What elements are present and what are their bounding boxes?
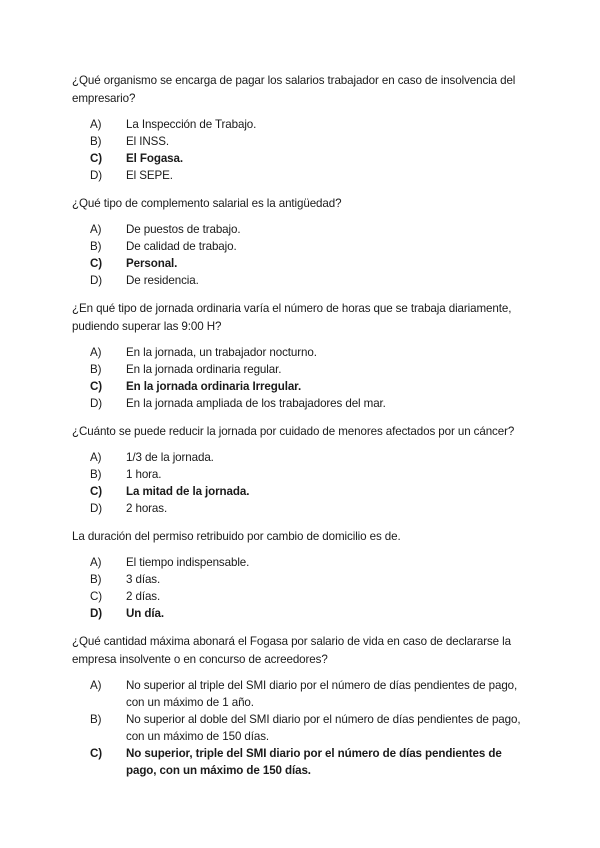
option-2b — [72, 238, 530, 255]
question-2: ¿Qué tipo de complemento salarial es la antigüedad? — [72, 197, 342, 210]
option-3b — [72, 361, 530, 378]
options-list-5 — [72, 554, 530, 622]
option-5c — [72, 588, 530, 605]
option-2d — [72, 272, 530, 289]
option-4d — [72, 500, 530, 517]
options-list-2 — [72, 221, 530, 289]
option-text: En la jornada ordinaria regular. — [126, 363, 282, 376]
option-letter: A) — [90, 118, 102, 131]
option-6b — [72, 711, 530, 745]
option-text: El INSS. — [126, 135, 170, 148]
question-3: ¿En qué tipo de jornada ordinaria varía el número de horas que se trabaja diariamente, pudiendo superar las 9:00 H? — [72, 302, 512, 333]
option-letter: B) — [90, 713, 102, 726]
options-list-3 — [72, 344, 530, 412]
option-letter: C) — [90, 485, 103, 498]
option-letter: B) — [90, 240, 102, 253]
option-5b — [72, 571, 530, 588]
option-text: El tiempo indispensable. — [126, 556, 250, 569]
option-letter: C) — [90, 747, 103, 760]
option-letter: D) — [90, 607, 103, 620]
option-text: 3 días. — [126, 573, 161, 586]
option-text: En la jornada ampliada de los trabajadores del mar. — [126, 397, 386, 410]
question-1: ¿Qué organismo se encarga de pagar los salarios trabajador en caso de insolvencia del empresario? — [72, 74, 516, 105]
option-letter: D) — [90, 397, 103, 410]
option-text: El Fogasa. — [126, 152, 183, 165]
option-5d-correct — [72, 605, 530, 622]
option-4b — [72, 466, 530, 483]
option-letter: D) — [90, 169, 103, 182]
option-3a — [72, 344, 530, 361]
options-list-1 — [72, 116, 530, 184]
option-letter: B) — [90, 573, 102, 586]
option-text: Un día. — [126, 607, 164, 620]
question-5: La duración del permiso retribuido por cambio de domicilio es de. — [72, 530, 401, 543]
option-letter: C) — [90, 257, 103, 270]
option-letter: A) — [90, 451, 102, 464]
option-4c-correct — [72, 483, 530, 500]
option-3c-correct — [72, 378, 530, 395]
option-letter: A) — [90, 556, 102, 569]
option-text: De calidad de trabajo. — [126, 240, 237, 253]
option-6a — [72, 677, 530, 711]
option-text: De puestos de trabajo. — [126, 223, 241, 236]
option-letter: A) — [90, 679, 102, 692]
option-letter: C) — [90, 152, 103, 165]
option-text: No superior al doble del SMI diario por el número de días pendientes de pago, con un máximo de 150 días. — [126, 713, 521, 743]
option-letter: B) — [90, 135, 102, 148]
option-1c-correct — [72, 150, 530, 167]
option-1b — [72, 133, 530, 150]
option-2c-correct — [72, 255, 530, 272]
option-letter: C) — [90, 380, 103, 393]
option-letter: A) — [90, 223, 102, 236]
option-text: El SEPE. — [126, 169, 173, 182]
options-list-6 — [72, 677, 530, 779]
option-letter: A) — [90, 346, 102, 359]
option-1a — [72, 116, 530, 133]
option-text: La mitad de la jornada. — [126, 485, 250, 498]
option-2a — [72, 221, 530, 238]
question-6: ¿Qué cantidad máxima abonará el Fogasa por salario de vida en caso de declararse la empresa insolvente o en concurso de acreedores? — [72, 635, 511, 666]
option-text: De residencia. — [126, 274, 199, 287]
question-4: ¿Cuánto se puede reducir la jornada por cuidado de menores afectados por un cáncer? — [72, 425, 515, 438]
option-letter: C) — [90, 590, 103, 603]
option-text: No superior, triple del SMI diario por el número de días pendientes de pago, con un máximo de 150 días. — [126, 747, 502, 777]
option-text: 2 días. — [126, 590, 161, 603]
option-letter: D) — [90, 274, 103, 287]
option-text: La Inspección de Trabajo. — [126, 118, 257, 131]
option-6c-correct — [72, 745, 530, 779]
option-5a — [72, 554, 530, 571]
option-text: 1/3 de la jornada. — [126, 451, 214, 464]
option-text: Personal. — [126, 257, 178, 270]
option-text: 2 horas. — [126, 502, 168, 515]
option-1d — [72, 167, 530, 184]
option-letter: B) — [90, 468, 102, 481]
option-letter: B) — [90, 363, 102, 376]
options-list-4 — [72, 449, 530, 517]
option-text: En la jornada ordinaria Irregular. — [126, 380, 302, 393]
option-text: 1 hora. — [126, 468, 162, 481]
option-4a — [72, 449, 530, 466]
option-text: En la jornada, un trabajador nocturno. — [126, 346, 317, 359]
option-letter: D) — [90, 502, 103, 515]
option-3d — [72, 395, 530, 412]
option-text: No superior al triple del SMI diario por el número de días pendientes de pago, con un máximo de 1 año. — [126, 679, 518, 709]
